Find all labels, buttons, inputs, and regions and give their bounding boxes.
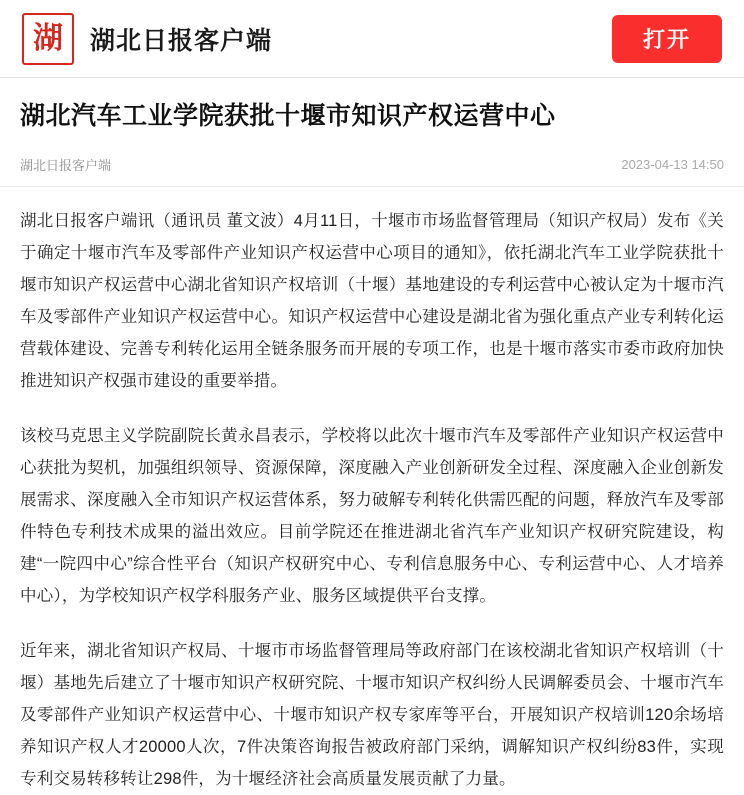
article-source: 湖北日报客户端 — [20, 155, 111, 174]
article-meta — [20, 155, 724, 186]
article-paragraph: 该校马克思主义学院副院长黄永昌表示，学校将以此次十堰市汽车及零部件产业知识产权运营中心获批为契机，加强组织领导、资源保障，深度融入产业创新研发全过程、深度融入企业创新发展需求、深度融入全市知识产权运营体系，努力破解专利转化供需匹配的问题，释放汽车及零部件特色专利技术成果的溢出效应。目前学院还在推进湖北省汽车产业知识产权研究院建设，构建“一院四中心”综合性平台（知识产权研究中心、专利信息服务中心、专利运营中心、人才培养中心），为学校知识产权学科服务产业、服务区域提供平台支撑。 — [20, 420, 724, 613]
article-paragraph: 湖北日报客户端讯（通讯员 董文波）4月11日，十堰市市场监督管理局（知识产权局）发布《关于确定十堰市汽车及零部件产业知识产权运营中心项目的通知》，依托湖北汽车工业学院获批十堰市知识产权运营中心湖北省知识产权培训（十堰）基地建设的专利运营中心被认定为十堰市汽车及零部件产业知识产权运营中心。知识产权运营中心建设是湖北省为强化重点产业专利转化运营载体建设、完善专利转化运用全链条服务而开展的专项工作，也是十堰市落实市委市政府加快推进知识产权强市建设的重要举措。 — [20, 205, 724, 398]
logo-glyph: 湖 — [33, 24, 63, 54]
brand-title: 湖北日报客户端 — [90, 21, 272, 57]
article-timestamp: 2023-04-13 14:50 — [621, 157, 724, 172]
hubei-daily-logo-icon — [22, 13, 74, 65]
app-header — [0, 0, 744, 77]
meta-divider — [0, 186, 744, 187]
brand-block — [22, 13, 612, 65]
open-app-button[interactable]: 打开 — [612, 15, 722, 63]
article-paragraph: 近年来，湖北省知识产权局、十堰市市场监督管理局等政府部门在该校湖北省知识产权培训（十堰）基地先后建立了十堰市知识产权研究院、十堰市知识产权纠纷人民调解委员会、十堰市汽车及零部件产业知识产权运营中心、十堰市知识产权专家库等平台，开展知识产权培训120余场培养知识产权人才20000人次，7件决策咨询报告被政府部门采纳，调解知识产权纠纷83件，实现专利交易转移转让298件，为十堰经济社会高质量发展贡献了力量。 — [20, 635, 724, 795]
article-container — [0, 100, 744, 795]
article-body — [20, 205, 724, 795]
page-title: 湖北汽车工业学院获批十堰市知识产权运营中心 — [20, 100, 724, 133]
header-divider — [0, 77, 744, 78]
